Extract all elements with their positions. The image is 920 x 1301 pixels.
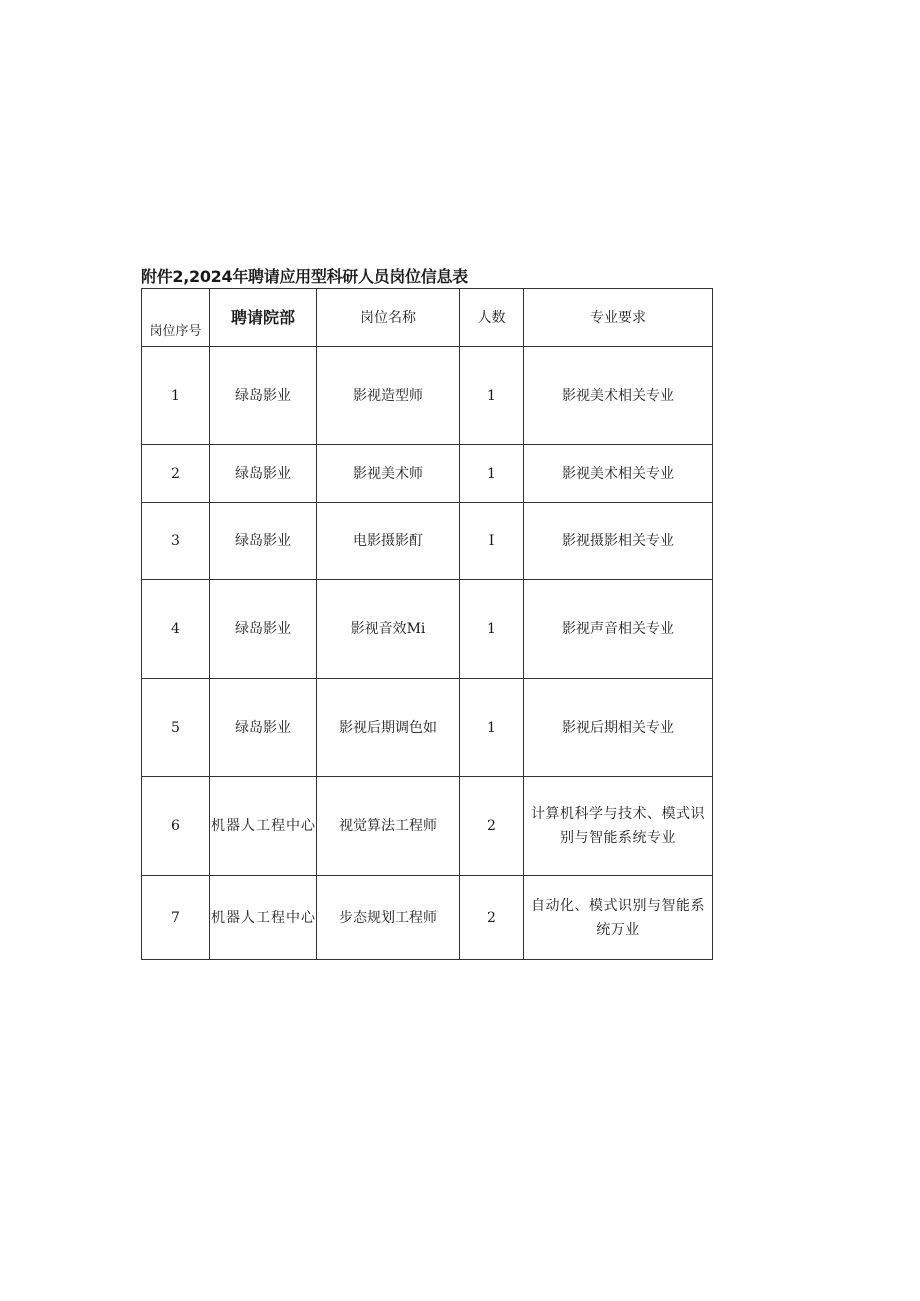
cell-seq: 4 — [142, 580, 210, 679]
cell-position: 步态规划工程师 — [317, 876, 460, 960]
table-row — [142, 777, 713, 876]
cell-position: 影视美术师 — [317, 445, 460, 503]
header-count: 人数 — [460, 289, 524, 347]
cell-seq: 5 — [142, 679, 210, 777]
cell-position: 影视后期调色如 — [317, 679, 460, 777]
document-title: 附件2,2024年聘请应用型科研人员岗位信息表 — [141, 267, 468, 286]
cell-dept: 绿岛影业 — [210, 580, 317, 679]
table-header-row — [142, 289, 713, 347]
table-row — [142, 876, 713, 960]
cell-count: 2 — [460, 876, 524, 960]
cell-dept: 绿岛影业 — [210, 679, 317, 777]
header-position: 岗位名称 — [317, 289, 460, 347]
cell-dept: 绿岛影业 — [210, 445, 317, 503]
table-row — [142, 445, 713, 503]
cell-requirement: 自动化、模式识别与智能系统万业 — [524, 876, 713, 960]
table-row — [142, 679, 713, 777]
cell-count: 1 — [460, 347, 524, 445]
cell-position: 影视音效Mi — [317, 580, 460, 679]
table-row — [142, 347, 713, 445]
header-seq: 岗位序号 — [142, 289, 210, 347]
cell-count: 2 — [460, 777, 524, 876]
table-row — [142, 580, 713, 679]
cell-requirement: 影视美术相关专业 — [524, 347, 713, 445]
cell-dept: 绿岛影业 — [210, 347, 317, 445]
cell-seq: 2 — [142, 445, 210, 503]
cell-count: 1 — [460, 445, 524, 503]
cell-position: 视觉算法工程师 — [317, 777, 460, 876]
cell-seq: 3 — [142, 503, 210, 580]
table-row — [142, 503, 713, 580]
cell-seq: 1 — [142, 347, 210, 445]
cell-count: I — [460, 503, 524, 580]
cell-requirement: 影视后期相关专业 — [524, 679, 713, 777]
cell-position: 影视造型师 — [317, 347, 460, 445]
cell-dept: 机器人工程中心 — [210, 876, 317, 960]
cell-count: 1 — [460, 679, 524, 777]
header-requirement: 专业要求 — [524, 289, 713, 347]
cell-requirement: 影视美术相关专业 — [524, 445, 713, 503]
cell-position: 电影摄影酊 — [317, 503, 460, 580]
cell-requirement: 影视声音相关专业 — [524, 580, 713, 679]
cell-seq: 6 — [142, 777, 210, 876]
cell-dept: 机器人工程中心 — [210, 777, 317, 876]
cell-seq: 7 — [142, 876, 210, 960]
cell-requirement: 计算机科学与技术、模式识别与智能系统专业 — [524, 777, 713, 876]
header-dept: 聘请院部 — [210, 289, 317, 347]
cell-count: 1 — [460, 580, 524, 679]
positions-table — [141, 288, 713, 960]
cell-requirement: 影视摄影相关专业 — [524, 503, 713, 580]
cell-dept: 绿岛影业 — [210, 503, 317, 580]
